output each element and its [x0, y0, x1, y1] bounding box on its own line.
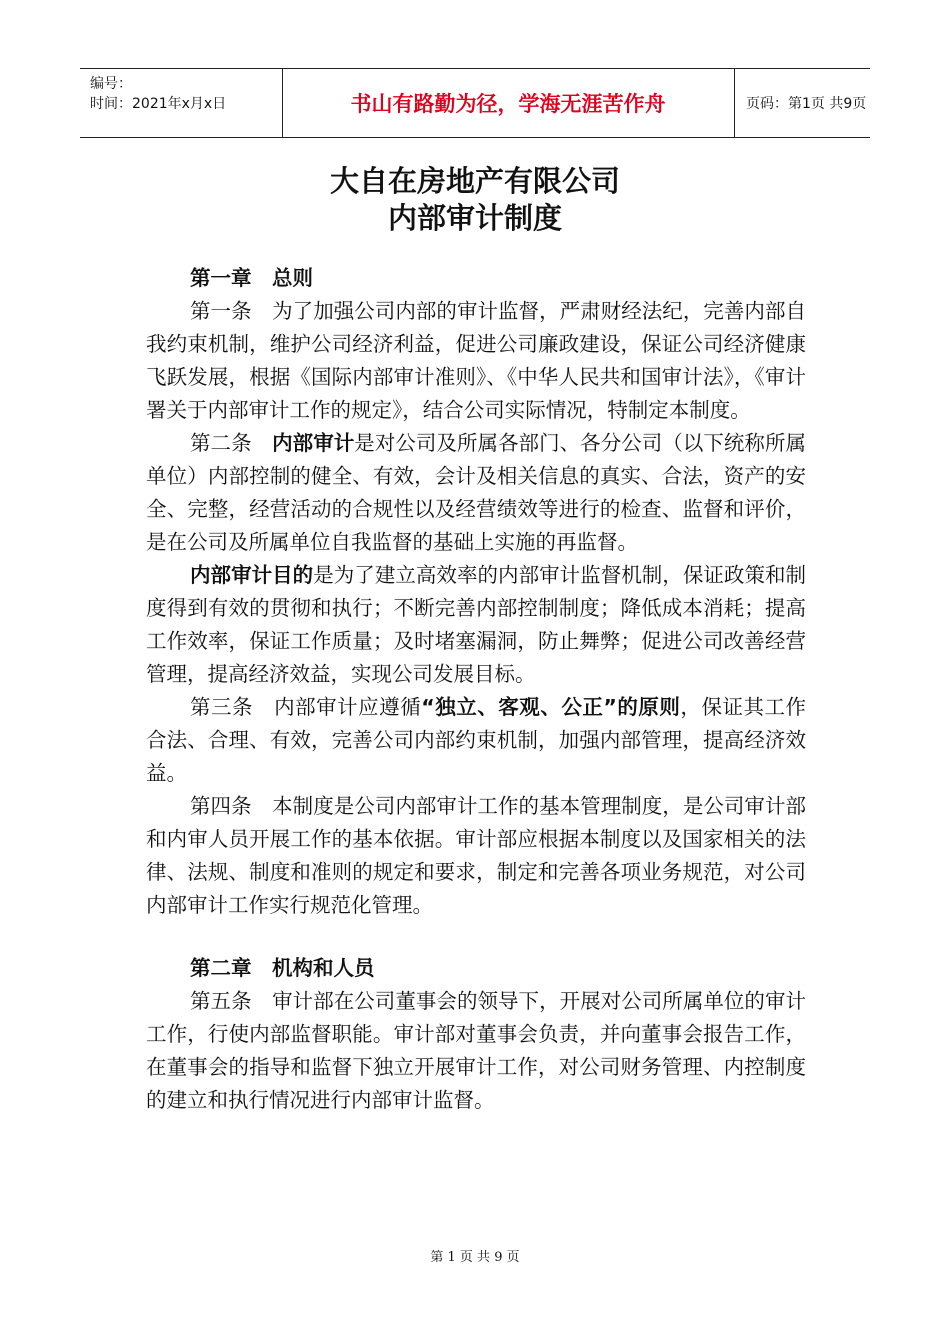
- bold-term: “独立、客观、公正”的原则: [421, 695, 681, 719]
- chapter-heading: 第一章 总则: [190, 266, 313, 290]
- page-header: [80, 68, 870, 138]
- article-paragraph: 第一条 为了加强公司内部的审计监督，严肃财经法纪，完善内部自我约束机制，维护公司经济利益，促进公司廉政建设，保证公司经济健康飞跃发展，根据《国际内部审计准则》、《中华人民共和国审计法》，《审计署关于内部审计工作的规定》，结合公司实际情况，特制定本制度。: [146, 299, 806, 422]
- article-paragraph: [146, 559, 806, 691]
- article-paragraph: [146, 691, 806, 790]
- bold-term: 内部审计目的: [190, 563, 314, 587]
- article-paragraph: [146, 427, 806, 559]
- document-date-label: 时间：2021年x月x日: [90, 96, 227, 112]
- section-spacer: [146, 922, 806, 952]
- article-paragraph: 第四条 本制度是公司内部审计工作的基本管理制度，是公司审计部和内审人员开展工作的基本依据。审计部应根据本制度以及国家相关的法律、法规、制度和准则的规定和要求，制定和完善各项业务规范，对公司内部审计工作实行规范化管理。: [146, 794, 806, 917]
- document-body: [146, 262, 806, 1117]
- article-text: ，保证其工作合法、合理、有效，完善公司内部约束机制，加强内部管理，提高经济效益。: [146, 695, 807, 785]
- article-prefix: 第三条 内部审计应遵循: [190, 695, 422, 719]
- document-title-subject: 内部审计制度: [387, 201, 562, 235]
- bold-term: 内部审计: [272, 431, 355, 455]
- page-footer: 第 1 页 共 9 页: [430, 1250, 520, 1265]
- article-prefix: 第二条: [190, 431, 273, 455]
- article-text: 是为了建立高效率的内部审计监督机制，保证政策和制度得到有效的贯彻和执行；不断完善内部控制制度；降低成本消耗；提高工作效率，保证工作质量；及时堵塞漏洞，防止舞弊；促进公司改善经营管理，提高经济效益，实现公司发展目标。: [146, 563, 807, 686]
- article-text: 是对公司及所属各部门、各分公司（以下统称所属单位）内部控制的健全、有效，会计及相关信息的真实、合法，资产的安全、完整，经营活动的合规性以及经营绩效等进行的检查、监督和评价，是在公司及所属单位自我监督的基础上实施的再监督。: [146, 431, 807, 554]
- chapter-heading: 第二章 机构和人员: [190, 956, 375, 980]
- header-page-code: 页码：第1页 共9页: [746, 96, 867, 112]
- document-title-company: 大自在房地产有限公司: [329, 164, 620, 198]
- article-paragraph: 第五条 审计部在公司董事会的领导下，开展对公司所属单位的审计工作，行使内部监督职能。审计部对董事会负责，并向董事会报告工作，在董事会的指导和监督下独立开展审计工作，对公司财务管理、内控制度的建立和执行情况进行内部审计监督。: [146, 989, 806, 1112]
- header-info-cell: [80, 69, 283, 137]
- document-number-label: 编号：: [90, 76, 132, 92]
- header-motto: 书山有路勤为径，学海无涯苦作舟: [282, 69, 735, 137]
